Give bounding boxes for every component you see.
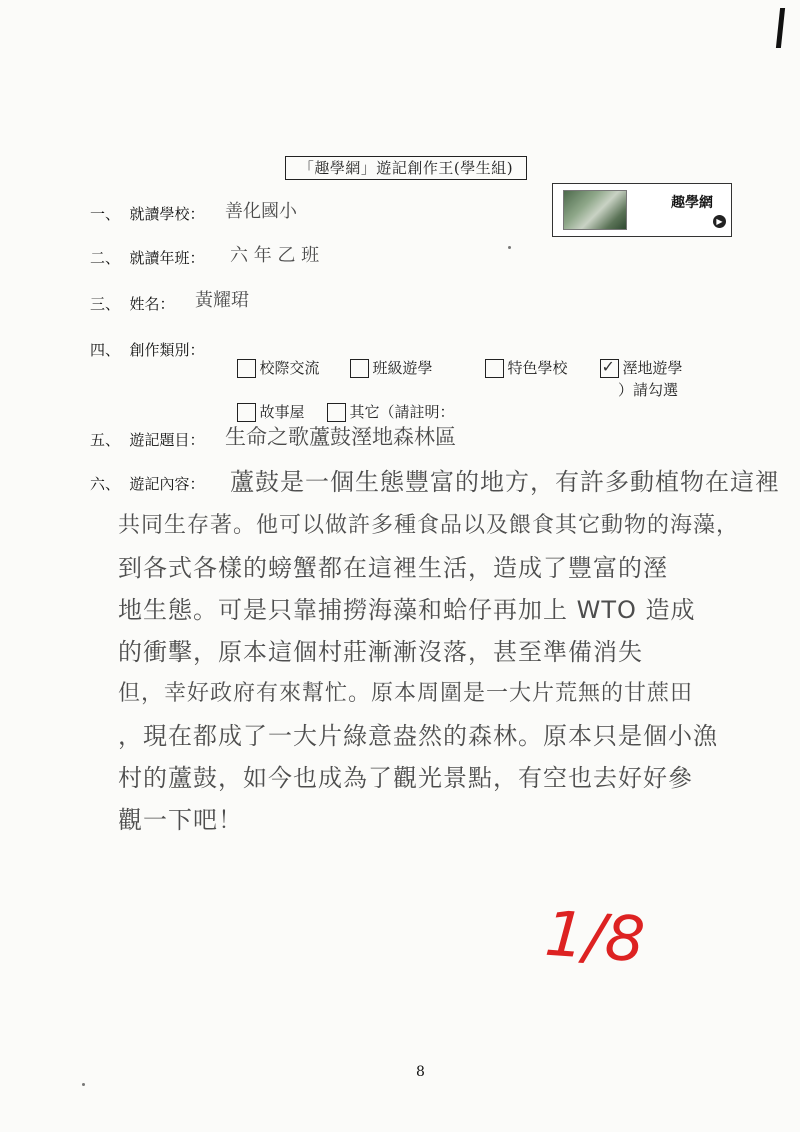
checkbox-exchange[interactable]: [237, 359, 256, 378]
content-line: 地生態。可是只靠捕撈海藻和蛤仔再加上 WTO 造成: [118, 596, 696, 624]
option-feature-school[interactable]: [475, 335, 568, 379]
checkbox-class-trip[interactable]: [350, 359, 369, 378]
name-label: 三、 姓名：: [90, 295, 175, 313]
form-title: 「趣學網」遊記創作王(學生組): [285, 156, 527, 180]
content-line: 村的蘆鼓，如今也成為了觀光景點，有空也去好好參: [118, 764, 693, 792]
category-instruction: ）請勾選: [618, 381, 679, 399]
option-exchange[interactable]: [227, 335, 320, 379]
checkbox-wetland[interactable]: [600, 356, 619, 378]
content-line: 蘆鼓是一個生態豐富的地方，有許多動植物在這裡: [230, 468, 780, 496]
checkbox-other[interactable]: [327, 403, 346, 422]
checkbox-feature-school[interactable]: [485, 359, 504, 378]
option-exchange-label: 校際交流: [259, 359, 320, 377]
scan-speck: [508, 246, 511, 249]
class-label: 二、 就讀年班：: [90, 249, 205, 267]
school-value: 善化國小: [225, 201, 297, 222]
category-label: 四、 創作類別：: [90, 341, 205, 359]
option-class-trip-label: 班級遊學: [372, 359, 433, 377]
content-label: 六、 遊記內容：: [90, 475, 205, 493]
option-other[interactable]: [317, 379, 455, 423]
play-icon[interactable]: ▶: [713, 215, 726, 228]
topic-value: 生命之歌蘆鼓溼地森林區: [225, 425, 456, 449]
content-line: 到各式各樣的螃蟹都在這裡生活，造成了豐富的溼: [118, 554, 668, 582]
content-line: ，現在都成了一大片綠意盎然的森林。原本只是個小漁: [118, 722, 718, 750]
option-wetland-label: 溼地遊學: [622, 359, 683, 377]
checkmark-icon: ✓: [601, 356, 615, 376]
site-logo[interactable]: [552, 183, 732, 237]
logo-photo: [563, 190, 627, 230]
option-story-house[interactable]: [227, 379, 305, 423]
checkbox-story-house[interactable]: [237, 403, 256, 422]
option-feature-school-label: 特色學校: [507, 359, 568, 377]
content-line: 但，幸好政府有來幫忙。原本周圍是一大片荒無的甘蔗田: [118, 681, 694, 706]
page-number: 8: [416, 1064, 425, 1080]
content-line: 的衝擊，原本這個村莊漸漸沒落，甚至準備消失: [118, 638, 643, 666]
option-story-house-label: 故事屋: [259, 403, 305, 421]
content-line: 共同生存著。他可以做許多種食品以及餵食其它動物的海藻，: [118, 513, 740, 538]
logo-text: 趣學網: [671, 195, 713, 211]
scan-corner-mark: [776, 8, 785, 48]
scan-speck: [82, 1083, 85, 1086]
name-value: 黃耀珺: [195, 290, 249, 311]
option-other-label: 其它（請註明：: [349, 403, 455, 421]
class-value: 六 年 乙 班: [230, 245, 320, 266]
school-label: 一、 就讀學校：: [90, 205, 205, 223]
topic-label: 五、 遊記題目：: [90, 431, 205, 449]
content-line: 觀一下吧！: [118, 806, 243, 834]
option-class-trip[interactable]: [340, 335, 433, 379]
grade-mark: 1/8: [542, 896, 648, 977]
option-wetland[interactable]: [590, 335, 683, 379]
